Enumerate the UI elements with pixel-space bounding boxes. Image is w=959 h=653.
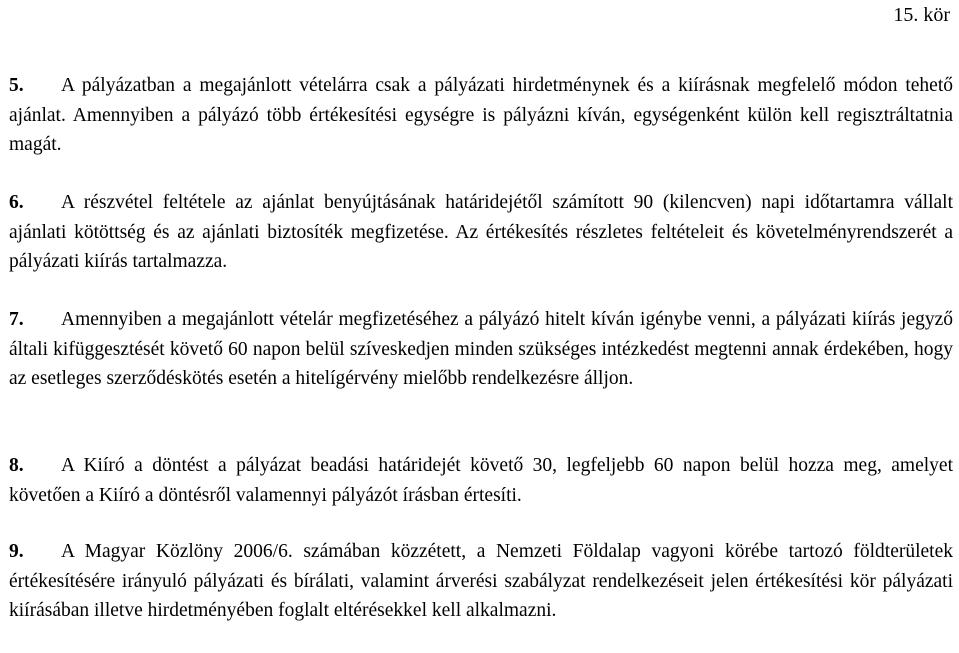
list-item bbox=[9, 451, 953, 510]
item-text: A Kiíró a döntést a pályázat beadási határidejét követő 30, legfeljebb 60 napon belül hozza meg, amelyet követően a Kiíró a döntésről valamennyi pályázót írásban értesíti. bbox=[9, 455, 953, 506]
list-item bbox=[9, 188, 953, 277]
item-text: A Magyar Közlöny 2006/6. számában közzétett, a Nemzeti Földalap vagyoni körébe tartozó földterületek értékesítésére irányuló pályázati és bírálati, valamint árverési szabályzat rendelkezéseit jelen értékesítési kör pályázati kiírásában illetve hirdetményében foglalt eltérésekkel kell alkalmazni. bbox=[9, 541, 953, 621]
list-item bbox=[9, 305, 953, 394]
item-number: 5. bbox=[9, 75, 24, 96]
list-item bbox=[9, 537, 953, 626]
item-number: 9. bbox=[9, 541, 24, 562]
item-paragraph bbox=[9, 537, 953, 626]
item-paragraph bbox=[9, 451, 953, 510]
item-paragraph bbox=[9, 305, 953, 394]
item-number: 8. bbox=[9, 455, 24, 476]
item-text: Amennyiben a megajánlott vételár megfizetéséhez a pályázó hitelt kíván igénybe venni, a pályázati kiírás jegyző általi kifüggesztését követő 60 napon belül szíveskedjen minden szükséges intézkedést megtenni annak érdekében, hogy az esetleges szerződéskötés esetén a hitelígérvény mielőbb rendelkezésre álljon. bbox=[9, 309, 953, 389]
item-paragraph bbox=[9, 71, 953, 160]
item-text: A részvétel feltétele az ajánlat benyújtásának határidejétől számított 90 (kilencven) napi időtartamra vállalt ajánlati kötöttség és az ajánlati biztosíték megfizetése. Az értékesítés részletes feltételeit és követelményrendszerét a pályázati kiírás tartalmazza. bbox=[9, 192, 953, 272]
list-item bbox=[9, 71, 953, 160]
page-number: 15. kör bbox=[893, 4, 950, 26]
item-number: 6. bbox=[9, 192, 24, 213]
item-paragraph bbox=[9, 188, 953, 277]
item-text: A pályázatban a megajánlott vételárra csak a pályázati hirdetménynek és a kiírásnak megfelelő módon tehető ajánlat. Amennyiben a pályázó több értékesítési egységre is pályázni kíván, egységenként külön kell regisztráltatnia magát. bbox=[9, 75, 953, 155]
item-number: 7. bbox=[9, 309, 24, 330]
